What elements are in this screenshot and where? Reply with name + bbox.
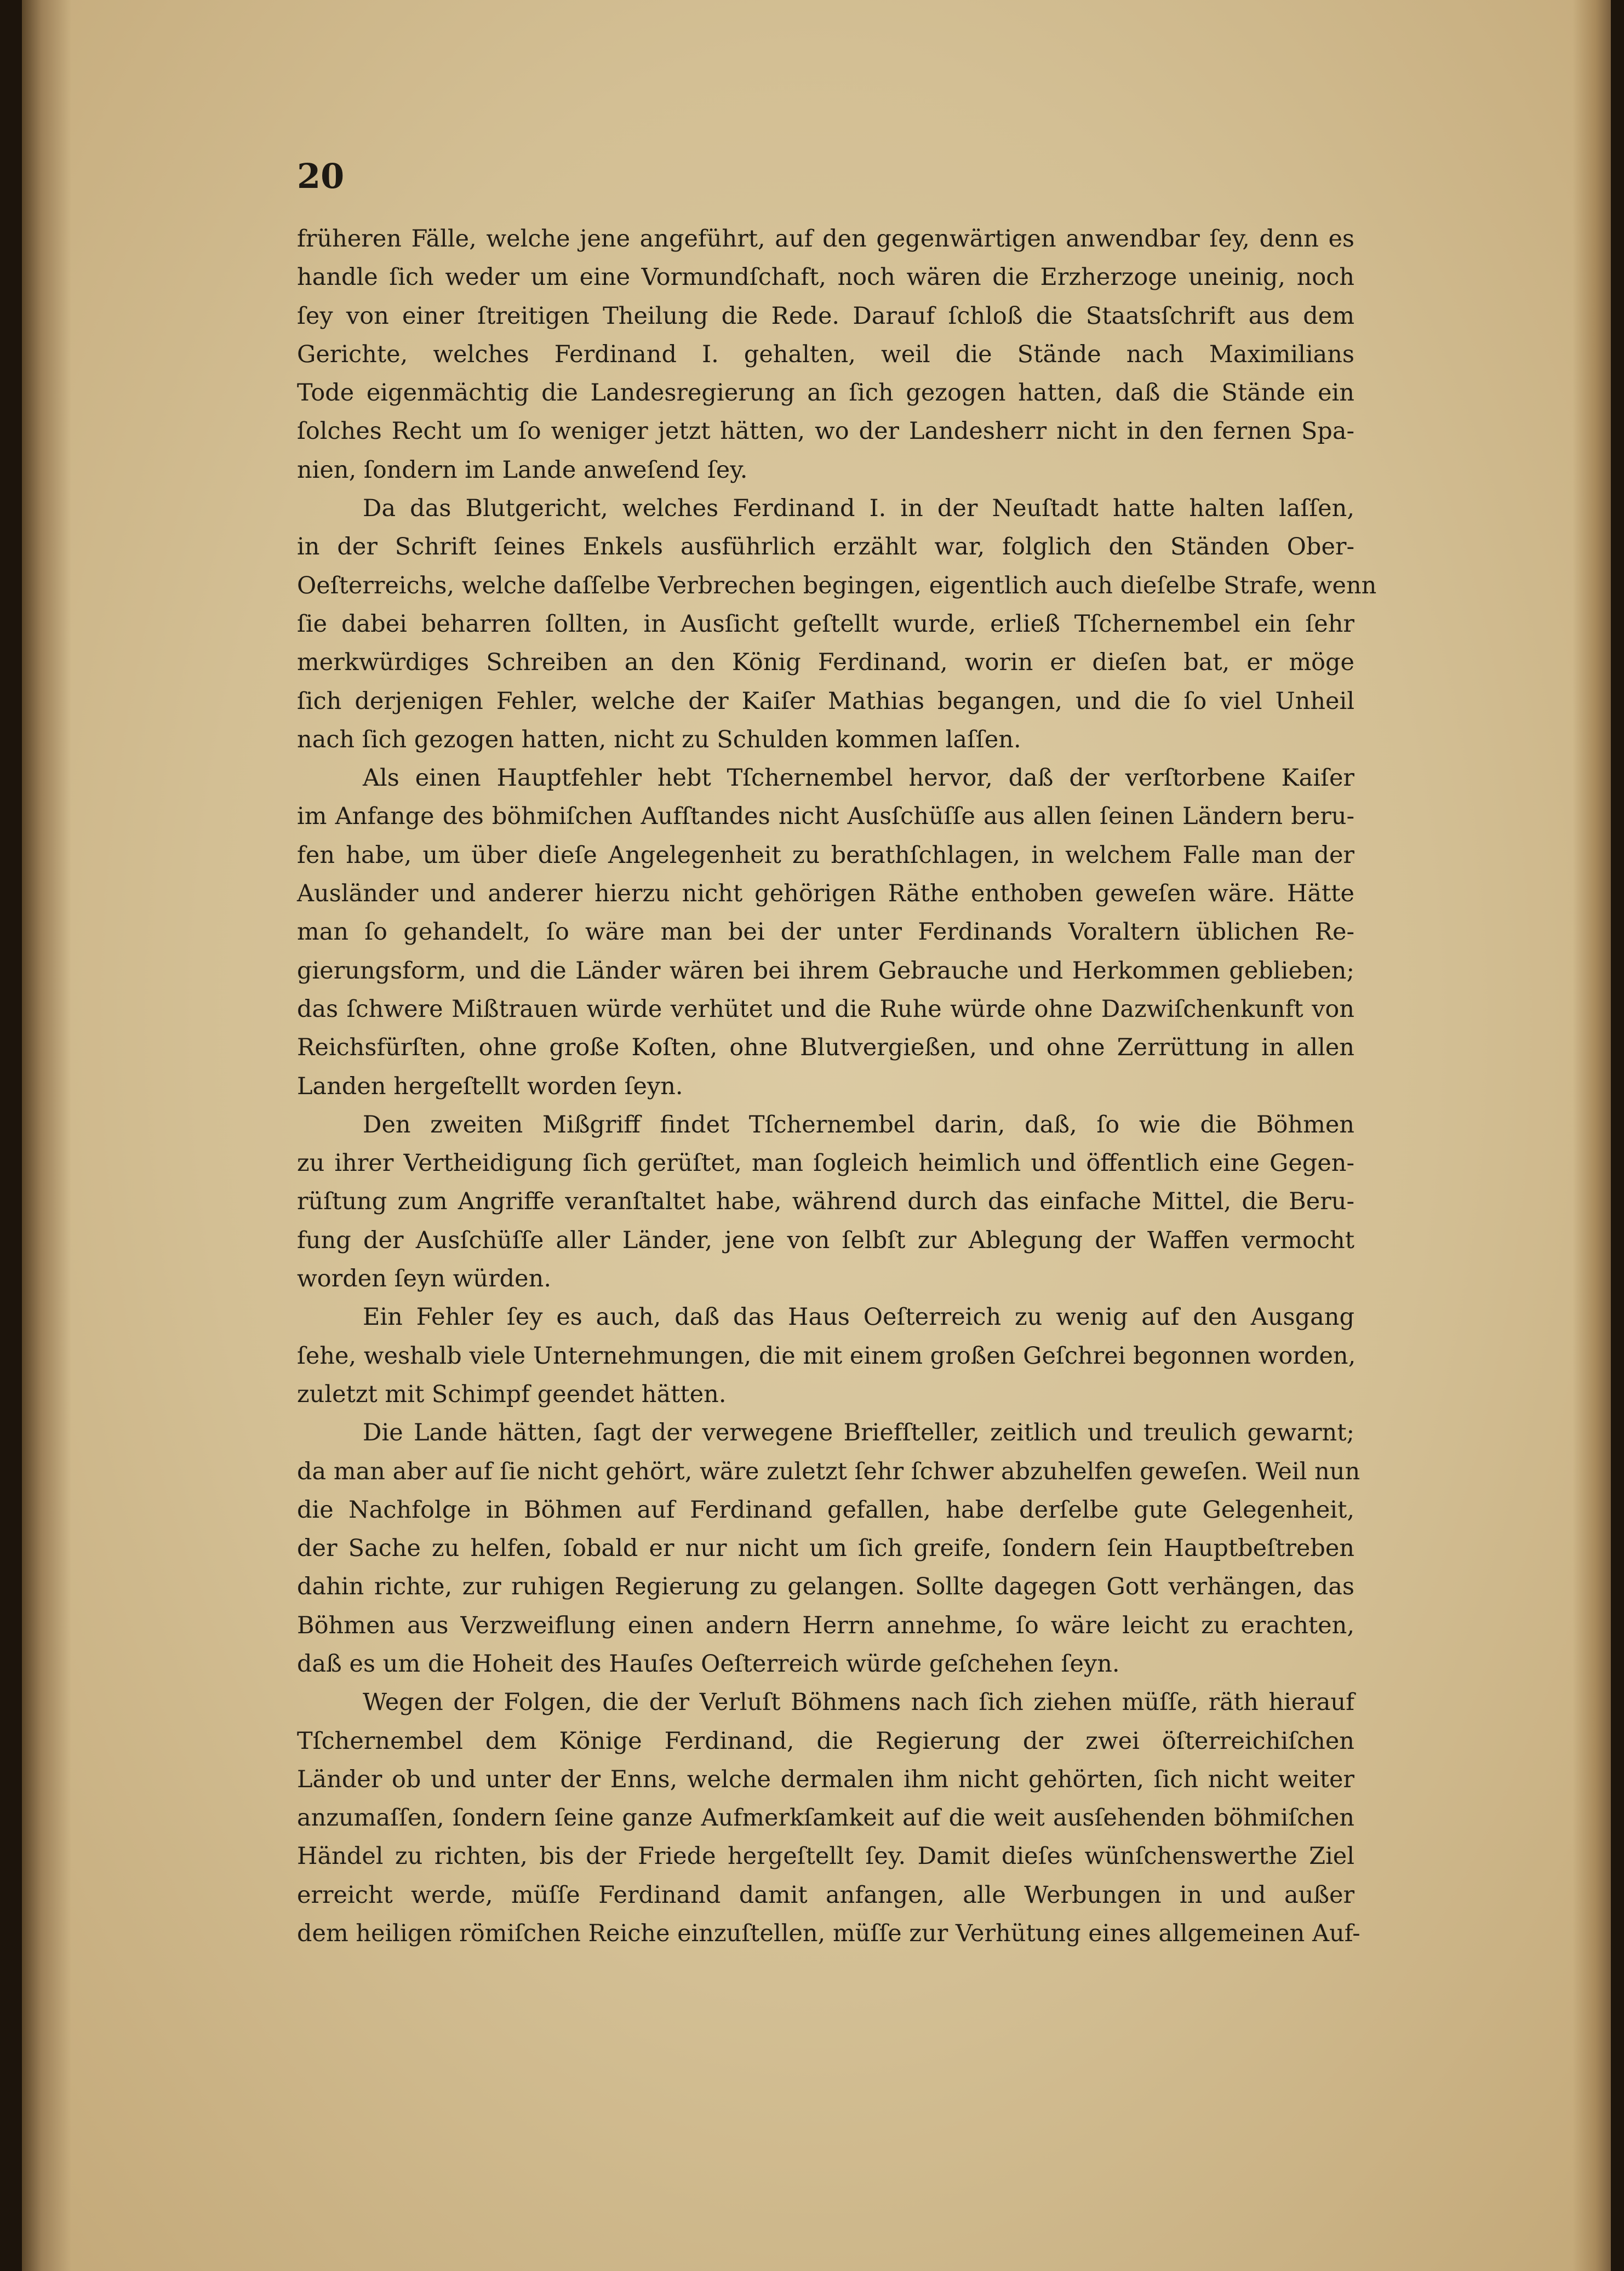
text-line: Ausländer und anderer hierzu nicht gehörigen Räthe enthoben geweſen wäre. Hätte <box>297 880 1354 908</box>
text-line: Böhmen aus Verzweiflung einen andern Herrn annehme, ſo wäre leicht zu erachten, <box>297 1611 1354 1639</box>
text-line: man ſo gehandelt, ſo wäre man bei der unter Ferdinands Voraltern üblichen Re- <box>297 918 1354 946</box>
text-line: im Anfange des böhmiſchen Aufſtandes nicht Ausſchüſſe aus allen ſeinen Ländern beru- <box>297 803 1354 831</box>
paragraph <box>297 1414 1360 1683</box>
text-line: gierungsform, und die Länder wären bei ihrem Gebrauche und Herkommen geblieben; <box>297 957 1354 985</box>
text-line: merkwürdiges Schreiben an den König Ferdinand, worin er dieſen bat, er möge <box>297 649 1354 677</box>
text-line: der Sache zu helfen, ſobald er nur nicht um ſich greife, ſondern ſein Hauptbeſtreben <box>297 1535 1354 1563</box>
text-line: früheren Fälle, welche jene angeführt, auf den gegenwärtigen anwendbar ſey, denn es <box>297 225 1354 253</box>
text-line: Tode eigenmächtig die Landesregierung an ſich gezogen hatten, daß die Stände ein <box>297 379 1354 407</box>
binding-shadow <box>22 0 71 2271</box>
text-line: handle ſich weder um eine Vormundſchaft, noch wären die Erzherzoge uneinig, noch <box>297 264 1354 291</box>
text-line: daß es um die Hoheit des Hauſes Oeſterreich würde geſchehen ſeyn. <box>297 1650 1120 1678</box>
text-line: da man aber auf ſie nicht gehört, wäre zuletzt ſehr ſchwer abzuhelfen geweſen. Weil nun <box>297 1457 1360 1485</box>
text-line: Tſchernembel dem Könige Ferdinand, die Regierung der zwei öſterreichiſchen <box>297 1727 1354 1755</box>
text-line: Reichsfürſten, ohne große Koſten, ohne Blutvergießen, und ohne Zerrüttung in allen <box>297 1034 1354 1062</box>
page-edge <box>1572 0 1611 2271</box>
text-line: Die Lande hätten, ſagt der verwegene Briefſteller, zeitlich und treulich gewarnt; <box>363 1419 1354 1447</box>
text-line: das ſchwere Mißtrauen würde verhütet und die Ruhe würde ohne Dazwiſchenkunft von <box>297 995 1354 1023</box>
paragraph <box>297 220 1354 489</box>
text-line: rüſtung zum Angriffe veranſtaltet habe, während durch das einfache Mittel, die Beru- <box>297 1188 1354 1216</box>
text-line: dem heiligen römiſchen Reiche einzuſtellen, müſſe zur Verhütung eines allgemeinen Auf- <box>297 1920 1360 1948</box>
text-line: die Nachfolge in Böhmen auf Ferdinand gefallen, habe derſelbe gute Gelegenheit, <box>297 1496 1354 1524</box>
text-line: Als einen Hauptfehler hebt Tſchernembel hervor, daß der verſtorbene Kaiſer <box>363 764 1354 792</box>
text-line: erreicht werde, müſſe Ferdinand damit anfangen, alle Werbungen in und außer <box>297 1881 1354 1909</box>
text-line: fen habe, um über dieſe Angelegenheit zu berathſchlagen, in welchem Falle man der <box>297 841 1354 869</box>
text-line: Wegen der Folgen, die der Verluſt Böhmens nach ſich ziehen müſſe, räth hierauf <box>363 1689 1354 1717</box>
text-line: Händel zu richten, bis der Friede hergeſtellt ſey. Damit dieſes wünſchenswerthe Ziel <box>297 1843 1354 1870</box>
text-line: Da das Blutgericht, welches Ferdinand I. in der Neuſtadt hatte halten laſſen, <box>363 495 1354 523</box>
paragraph <box>297 489 1377 759</box>
text-line: ſehe, weshalb viele Unternehmungen, die mit einem großen Geſchrei begonnen worden, <box>297 1342 1356 1370</box>
text-line: nach ſich gezogen hatten, nicht zu Schulden kommen laſſen. <box>297 725 1021 753</box>
text-line: zuletzt mit Schimpf geendet hätten. <box>297 1380 727 1408</box>
text-line: Gerichte, welches Ferdinand I. gehalten, weil die Stände nach Maximilians <box>297 340 1354 368</box>
text-line: ſie dabei beharren ſollten, in Ausſicht geſtellt wurde, erließ Tſchernembel ein ſehr <box>297 610 1354 638</box>
text-line: dahin richte, zur ruhigen Regierung zu gelangen. Sollte dagegen Gott verhängen, das <box>297 1573 1354 1601</box>
text-line: Den zweiten Mißgriff findet Tſchernembel darin, daß, ſo wie die Böhmen <box>363 1111 1354 1139</box>
text-line: zu ihrer Vertheidigung ſich gerüſtet, man ſogleich heimlich und öffentlich eine Gegen- <box>297 1149 1354 1177</box>
text-line: ſey von einer ſtreitigen Theilung die Rede. Darauf ſchloß die Staatsſchrift aus dem <box>297 302 1354 330</box>
text-line: Oeſterreichs, welche daſſelbe Verbrechen begingen, eigentlich auch dieſelbe Strafe, wenn <box>297 571 1377 599</box>
text-line: Länder ob und unter der Enns, welche dermalen ihm nicht gehörten, ſich nicht weiter <box>297 1765 1354 1793</box>
paragraph <box>297 1683 1360 1953</box>
body-text <box>297 220 1377 1953</box>
text-line: worden ſeyn würden. <box>297 1265 551 1293</box>
text-line: Ein Fehler ſey es auch, daß das Haus Oeſterreich zu wenig auf den Ausgang <box>363 1303 1354 1331</box>
text-line: in der Schrift ſeines Enkels ausführlich erzählt war, folglich den Ständen Ober- <box>297 533 1354 561</box>
paragraph <box>297 759 1354 1106</box>
paragraph <box>297 1106 1354 1298</box>
text-line: Landen hergeſtellt worden ſeyn. <box>297 1072 683 1100</box>
text-line: ſich derjenigen Fehler, welche der Kaiſer Mathias begangen, und die ſo viel Unheil <box>297 687 1354 715</box>
text-line: fung der Ausſchüſſe aller Länder, jene von ſelbſt zur Ablegung der Waffen vermocht <box>297 1226 1354 1254</box>
text-line: anzumaſſen, ſondern ſeine ganze Aufmerkſamkeit auf die weit ausſehenden böhmiſchen <box>297 1804 1354 1832</box>
text-line: ſolches Recht um ſo weniger jetzt hätten, wo der Landesherr nicht in den fernen Spa- <box>297 417 1354 445</box>
text-line: nien, ſondern im Lande anweſend ſey. <box>297 456 748 484</box>
paragraph <box>297 1298 1354 1414</box>
page-number: 20 <box>297 156 345 196</box>
